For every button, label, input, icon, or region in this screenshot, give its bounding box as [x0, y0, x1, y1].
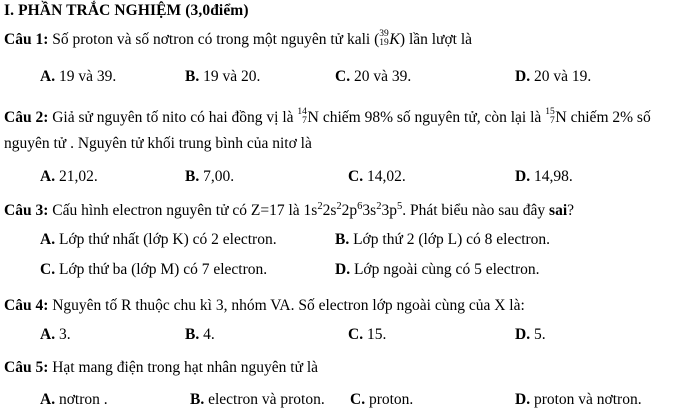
question-stem-text-cau-1-part2: ) lần lượt là	[399, 31, 473, 48]
option-letter-c: C.	[348, 168, 364, 185]
option-text-a: 3.	[58, 326, 71, 343]
element-symbol: N	[555, 109, 567, 127]
option-letter-b: B.	[335, 231, 350, 248]
isotope-notation-nitrogen-14	[297, 108, 319, 129]
option-text-c: 14,02.	[366, 168, 406, 185]
question-stem-text-cau-2-part3: chiếm 2% số	[570, 109, 651, 126]
option-text-d: 14,98.	[533, 168, 573, 185]
option-text-d: Lớp ngoài cùng có 5 electron.	[353, 261, 540, 278]
question-cau-5	[4, 358, 695, 378]
option-cau-4-b[interactable]	[185, 326, 215, 345]
question-stem-cau-1	[4, 30, 695, 51]
option-text-c: 20 và 39.	[353, 68, 412, 85]
option-letter-b: B.	[185, 168, 200, 185]
atomic-number: 19	[379, 38, 389, 49]
option-cau-3-d[interactable]	[335, 261, 539, 280]
option-letter-d: D.	[515, 68, 531, 85]
atomic-number: 7	[549, 116, 555, 127]
config-sup-2s: 2	[336, 200, 342, 212]
question-label-cau-5: Câu 5:	[4, 359, 49, 376]
option-letter-d: D.	[515, 326, 531, 343]
element-symbol: N	[307, 109, 319, 127]
option-letter-d: D.	[515, 391, 531, 408]
isotope-numbers	[379, 30, 389, 49]
options-row-cau-3-top	[0, 231, 695, 253]
option-text-b: 19 và 20.	[203, 68, 261, 85]
option-letter-d: D.	[515, 168, 531, 185]
question-stem-text-cau-1-part1: Số proton và số nơtron có trong một nguyên tử kali (	[52, 31, 380, 48]
option-cau-3-c[interactable]	[40, 261, 267, 280]
option-cau-2-a[interactable]	[40, 168, 98, 187]
options-row-cau-3-bottom	[0, 261, 695, 283]
option-text-b: 4.	[203, 326, 215, 343]
option-letter-a: A.	[40, 68, 56, 85]
option-cau-3-b[interactable]	[335, 231, 550, 250]
question-stem-cau-3	[4, 201, 695, 221]
option-letter-c: C.	[350, 391, 366, 408]
atomic-number: 7	[302, 116, 307, 127]
question-label-cau-1: Câu 1:	[4, 31, 49, 48]
option-cau-2-c[interactable]	[348, 168, 406, 187]
question-stem-text-cau-4: Nguyên tố R thuộc chu kì 3, nhóm VA. Số electron lớp ngoài cùng của X là:	[52, 297, 525, 314]
question-label-cau-4: Câu 4:	[4, 297, 49, 314]
option-cau-4-a[interactable]	[40, 326, 71, 345]
config-term-3s: 3s	[362, 202, 377, 219]
options-row-cau-5	[0, 391, 695, 413]
mass-number: 15	[545, 106, 555, 117]
question-stem-text-cau-3-part1: Cấu hình electron nguyên tử có Z=17 là 1s	[52, 202, 318, 219]
option-cau-1-b[interactable]	[185, 68, 260, 87]
option-cau-4-d[interactable]	[515, 326, 546, 345]
option-text-b: Lớp thứ 2 (lớp L) có 8 electron.	[353, 231, 551, 248]
option-letter-a: A.	[40, 168, 56, 185]
question-label-cau-2: Câu 2:	[4, 109, 49, 126]
option-cau-5-c[interactable]	[350, 391, 413, 410]
option-cau-5-a[interactable]	[40, 391, 108, 410]
mass-number: 14	[297, 106, 307, 117]
question-stem-emphasis-sai: sai	[549, 202, 568, 219]
option-cau-1-c[interactable]	[335, 68, 411, 87]
option-letter-a: A.	[40, 231, 56, 248]
config-sup-2p: 6	[357, 200, 363, 212]
option-text-c: 15.	[366, 326, 387, 343]
option-cau-4-c[interactable]	[348, 326, 386, 345]
mass-number: 39	[379, 28, 389, 39]
question-stem-cau-2-line1	[4, 108, 695, 129]
isotope-numbers	[545, 108, 555, 127]
config-sup-1s: 2	[317, 200, 323, 212]
option-text-a: 21,02.	[58, 168, 98, 185]
option-cau-3-a[interactable]	[40, 231, 277, 250]
question-stem-text-cau-2-part1: Giả sử nguyên tố nito có hai đồng vị là	[52, 109, 294, 126]
question-stem-text-cau-5: Hạt mang điện trong hạt nhân nguyên tử là	[52, 359, 319, 376]
config-sup-3s: 2	[376, 200, 382, 212]
option-letter-b: B.	[185, 326, 200, 343]
option-text-d: 20 và 19.	[533, 68, 592, 85]
option-letter-a: A.	[40, 326, 56, 343]
option-cau-2-b[interactable]	[185, 168, 234, 187]
isotope-notation-potassium	[379, 30, 400, 51]
option-text-a: nơtron .	[58, 391, 108, 408]
option-cau-1-d[interactable]	[515, 68, 591, 87]
section-heading: I. PHẦN TRẮC NGHIỆM (3,0điểm)	[4, 2, 249, 19]
question-cau-2	[4, 108, 695, 154]
option-letter-c: C.	[348, 326, 364, 343]
option-text-d: proton và nơtron.	[533, 391, 642, 408]
question-stem-text-cau-2-part2: chiếm 98% số nguyên tử, còn lại là	[322, 109, 542, 126]
option-text-c: Lớp thứ ba (lớp M) có 7 electron.	[58, 261, 268, 278]
option-cau-5-d[interactable]	[515, 391, 642, 410]
option-text-d: 5.	[533, 326, 546, 343]
option-letter-c: C.	[40, 261, 56, 278]
option-text-b: 7,00.	[203, 168, 235, 185]
question-stem-text-cau-3-part2: . Phát biểu nào sau đây	[402, 202, 550, 219]
option-cau-1-a[interactable]	[40, 68, 116, 87]
options-row-cau-4	[0, 326, 695, 348]
options-row-cau-1	[0, 68, 695, 90]
config-sup-3p: 5	[396, 200, 403, 212]
option-text-b: electron và proton.	[208, 391, 325, 408]
option-letter-b: B.	[185, 68, 200, 85]
option-text-c: proton.	[368, 391, 414, 408]
options-row-cau-2	[0, 168, 695, 190]
isotope-numbers	[297, 108, 307, 127]
config-term-3p: 3p	[381, 202, 397, 219]
option-cau-2-d[interactable]	[515, 168, 573, 187]
isotope-notation-nitrogen-15	[545, 108, 567, 129]
question-cau-1	[4, 30, 695, 51]
question-label-cau-3: Câu 3:	[4, 202, 49, 219]
option-text-a: Lớp thứ nhất (lớp K) có 2 electron.	[58, 231, 277, 248]
option-letter-a: A.	[40, 391, 56, 408]
question-stem-cau-2-line2: nguyên tử . Nguyên tử khối trung bình của nitơ là	[4, 134, 312, 152]
question-stem-text-cau-3-part3: ?	[567, 202, 575, 219]
config-term-2p: 2p	[341, 202, 358, 219]
option-letter-c: C.	[335, 68, 351, 85]
option-cau-5-b[interactable]	[190, 391, 325, 410]
option-letter-b: B.	[190, 391, 205, 408]
question-stem-cau-5	[4, 358, 695, 378]
question-stem-cau-4	[4, 296, 695, 316]
config-term-2s: 2s	[322, 202, 337, 219]
question-cau-3	[4, 201, 695, 221]
option-letter-d: D.	[335, 261, 351, 278]
option-text-a: 19 và 39.	[58, 68, 117, 85]
element-symbol: K	[389, 31, 400, 49]
question-cau-4	[4, 296, 695, 316]
